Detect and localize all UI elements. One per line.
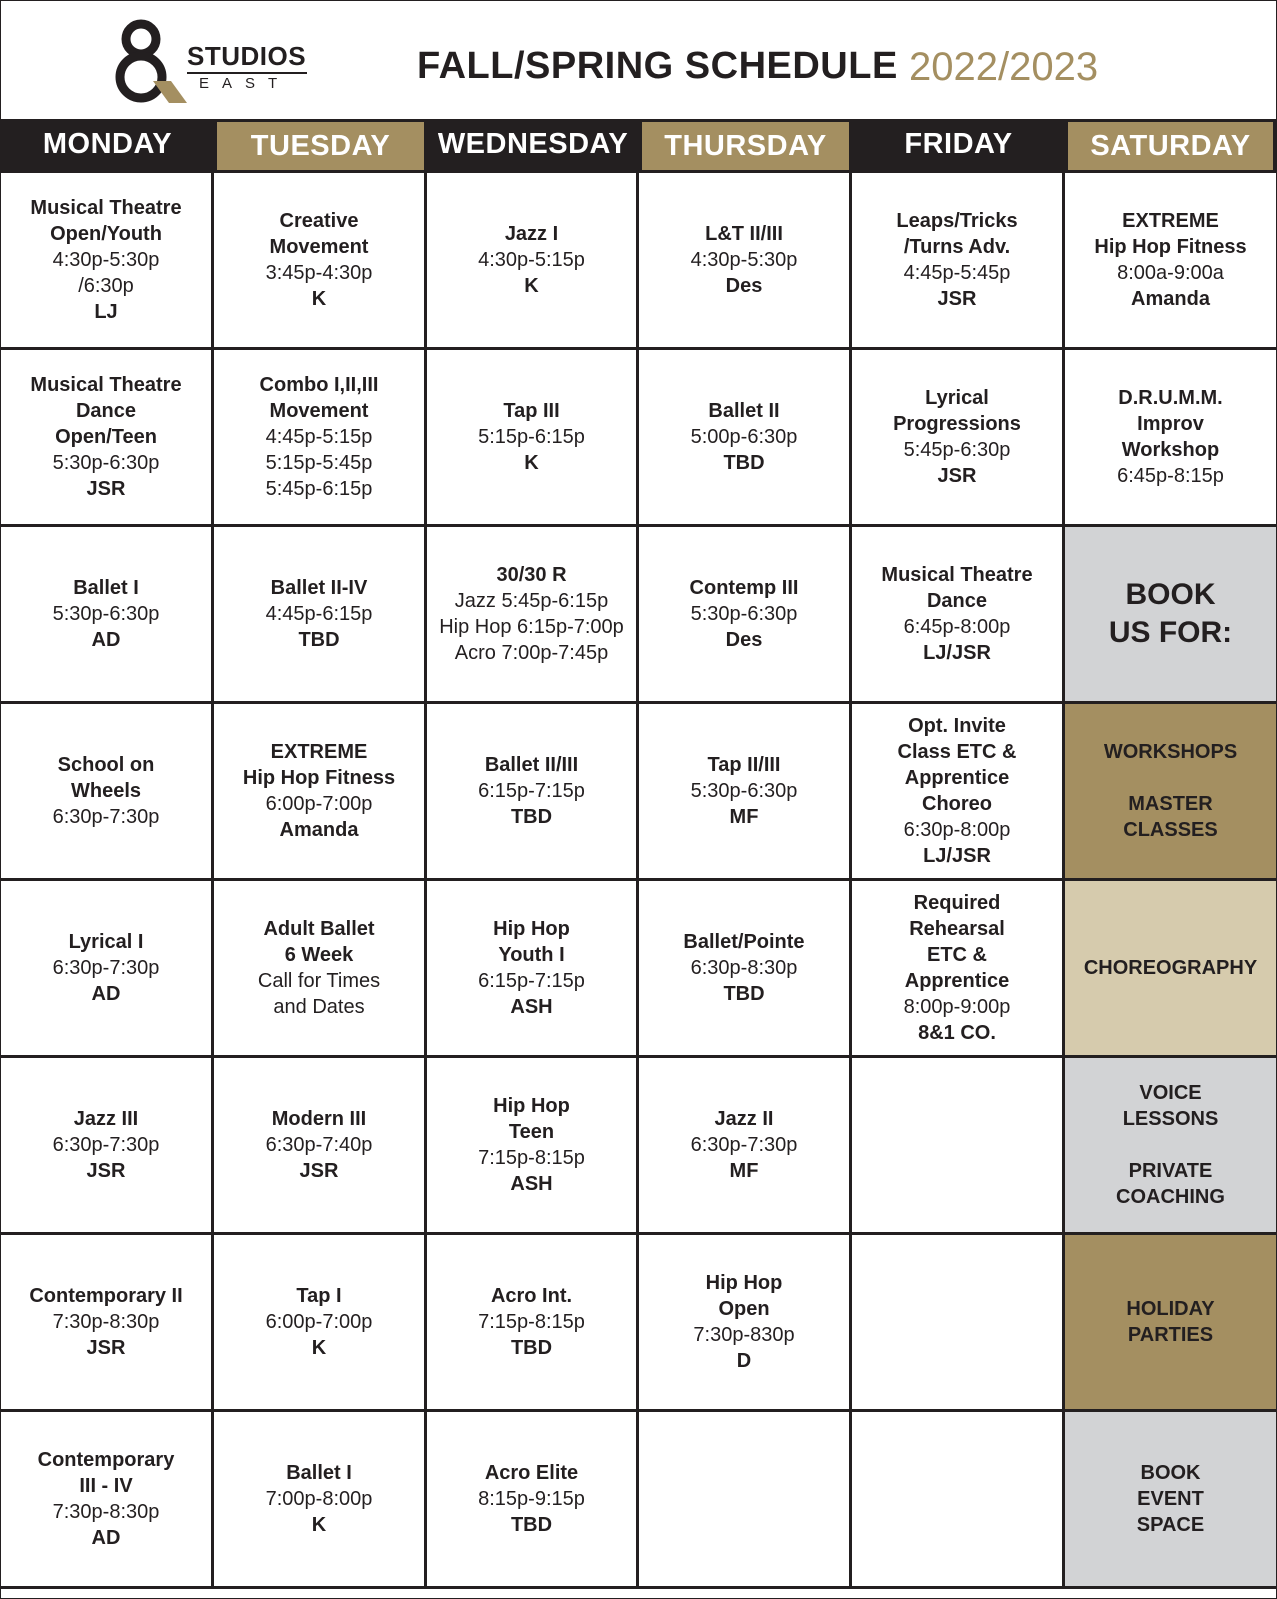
class-detail: 8:15p-9:15p xyxy=(478,1488,585,1510)
class-detail: 8:00p-9:00p xyxy=(903,996,1011,1018)
class-label: JSR xyxy=(937,465,977,487)
class-label: Ballet II-IV xyxy=(270,577,368,599)
class-label: Ballet II/III xyxy=(484,754,579,776)
class-label: Creative xyxy=(279,210,359,232)
class-label: K xyxy=(311,1337,327,1359)
booking-cell xyxy=(1065,1058,1276,1235)
class-label: Dance xyxy=(75,400,137,422)
booking-text: WORKSHOPS xyxy=(1103,741,1238,763)
class-label: Hip Hop xyxy=(705,1272,783,1294)
class-label: EXTREME xyxy=(1122,210,1219,232)
class-cell-monday xyxy=(1,881,214,1058)
class-cell-friday xyxy=(852,527,1065,704)
class-label: TBD xyxy=(510,1514,553,1536)
class-label: AD xyxy=(91,1527,121,1549)
class-label: School on xyxy=(57,754,155,776)
class-label: Musical Theatre xyxy=(881,564,1033,586)
booking-text: VOICE xyxy=(1139,1082,1202,1104)
logo-mark-icon xyxy=(113,19,193,105)
class-detail: 6:30p-7:30p xyxy=(690,1134,798,1156)
class-label: Rehearsal xyxy=(909,918,1005,940)
class-label: K xyxy=(311,288,327,310)
class-detail: 6:15p-7:15p xyxy=(478,970,585,992)
class-detail: 6:30p-8:00p xyxy=(903,819,1011,841)
booking-text: EVENT xyxy=(1137,1488,1204,1510)
class-cell-tuesday xyxy=(214,527,427,704)
class-label: Wheels xyxy=(70,780,142,802)
class-label: Acro Int. xyxy=(490,1285,573,1307)
class-label: Tap II/III xyxy=(707,754,781,776)
class-label: Jazz I xyxy=(504,223,559,245)
class-cell-thursday xyxy=(639,1058,852,1235)
class-cell-wednesday xyxy=(427,1058,639,1235)
class-label: TBD xyxy=(723,452,765,474)
booking-text: HOLIDAY xyxy=(1126,1298,1215,1320)
class-label: Movement xyxy=(269,400,369,422)
class-detail: 7:15p-8:15p xyxy=(478,1147,585,1169)
class-cell-tuesday xyxy=(214,173,427,350)
class-detail: 4:45p-5:45p xyxy=(903,262,1011,284)
class-detail: 8:00a-9:00a xyxy=(1117,262,1224,284)
class-cell-tuesday xyxy=(214,1058,427,1235)
empty-cell xyxy=(639,1412,852,1589)
class-label: Combo I,II,III xyxy=(259,374,379,396)
class-detail: 5:30p-6:30p xyxy=(690,603,798,625)
class-cell-tuesday xyxy=(214,704,427,881)
booking-text: SPACE xyxy=(1136,1514,1205,1536)
class-cell-tuesday xyxy=(214,1412,427,1589)
class-label: Workshop xyxy=(1121,439,1220,461)
class-cell-wednesday xyxy=(427,704,639,881)
class-label: LJ xyxy=(94,301,118,323)
class-label: Leaps/Tricks xyxy=(896,210,1018,232)
class-cell-thursday xyxy=(639,1235,852,1412)
class-detail: 6:15p-7:15p xyxy=(478,780,585,802)
class-label: 6 Week xyxy=(284,944,354,966)
class-label: Tap I xyxy=(296,1285,342,1307)
class-label: AD xyxy=(91,983,121,1005)
class-label: EXTREME xyxy=(270,741,368,763)
class-detail: 6:30p-7:30p xyxy=(52,1134,160,1156)
booking-cell xyxy=(1065,1412,1276,1589)
class-label: Opt. Invite xyxy=(908,715,1006,737)
booking-cell xyxy=(1065,527,1276,704)
class-cell-thursday xyxy=(639,173,852,350)
class-label: Ballet I xyxy=(73,577,139,599)
class-cell-wednesday xyxy=(427,881,639,1058)
booking-text: CLASSES xyxy=(1123,819,1218,841)
class-detail: 5:30p-6:30p xyxy=(52,452,160,474)
class-detail: and Dates xyxy=(273,996,365,1018)
class-label: D xyxy=(736,1350,752,1372)
class-label: Contemporary II xyxy=(29,1285,183,1307)
booking-text: MASTER xyxy=(1128,793,1213,815)
class-label: Des xyxy=(725,275,763,297)
class-label: Dance xyxy=(926,590,988,612)
class-detail: Acro 7:00p-7:45p xyxy=(454,642,609,664)
class-label: Amanda xyxy=(1131,288,1210,310)
day-header-wednesday: WEDNESDAY xyxy=(427,119,639,173)
class-label: Youth I xyxy=(498,944,565,966)
class-label: Open/Youth xyxy=(50,223,162,245)
booking-cell xyxy=(1065,1235,1276,1412)
class-label: ETC & xyxy=(927,944,987,966)
class-label: LJ/JSR xyxy=(923,642,991,664)
class-label: Hip Hop xyxy=(493,1095,570,1117)
class-label: JSR xyxy=(86,1160,126,1182)
class-label: AD xyxy=(91,629,121,651)
day-header-tuesday: TUESDAY xyxy=(214,119,427,173)
class-cell-friday xyxy=(852,881,1065,1058)
class-label: JSR xyxy=(86,478,126,500)
class-cell-monday xyxy=(1,1235,214,1412)
class-detail: 6:45p-8:00p xyxy=(903,616,1011,638)
class-detail: 7:00p-8:00p xyxy=(265,1488,373,1510)
booking-cell xyxy=(1065,881,1276,1058)
empty-cell xyxy=(852,1235,1065,1412)
day-header-saturday: SATURDAY xyxy=(1065,119,1276,173)
class-label: L&T II/III xyxy=(705,223,783,245)
class-detail: Call for Times xyxy=(257,970,381,992)
class-label: Choreo xyxy=(922,793,992,815)
class-label: TBD xyxy=(723,983,765,1005)
logo-divider xyxy=(187,72,307,74)
class-label: Adult Ballet xyxy=(263,918,375,940)
studio-logo xyxy=(113,19,313,105)
class-label: Improv xyxy=(1137,413,1204,435)
class-label: Ballet II xyxy=(708,400,780,422)
class-label: Musical Theatre xyxy=(30,374,182,396)
class-cell-tuesday xyxy=(214,1235,427,1412)
class-detail: 6:30p-7:40p xyxy=(265,1134,373,1156)
class-cell-friday xyxy=(852,350,1065,527)
class-label: /Turns Adv. xyxy=(903,236,1011,258)
class-cell-monday xyxy=(1,173,214,350)
class-label: Acro Elite xyxy=(484,1462,579,1484)
class-label: LJ/JSR xyxy=(923,845,991,867)
class-cell-saturday xyxy=(1065,350,1276,527)
class-detail: /6:30p xyxy=(78,275,134,297)
booking-text: PRIVATE xyxy=(1128,1160,1213,1182)
class-cell-thursday xyxy=(639,527,852,704)
class-detail: 6:30p-7:30p xyxy=(52,957,160,979)
class-label: Open xyxy=(718,1298,770,1320)
class-label: Contemp III xyxy=(689,577,799,599)
class-label: 8&1 CO. xyxy=(918,1022,996,1044)
page-title: FALL/SPRING SCHEDULE xyxy=(417,45,898,87)
class-label: JSR xyxy=(86,1337,126,1359)
class-cell-saturday xyxy=(1065,173,1276,350)
class-label: Progressions xyxy=(893,413,1021,435)
class-detail: 6:00p-7:00p xyxy=(265,1311,373,1333)
class-label: Movement xyxy=(269,236,369,258)
class-detail: 5:45p-6:15p xyxy=(265,478,373,500)
class-detail: Jazz 5:45p-6:15p xyxy=(454,590,609,612)
class-detail: 4:45p-5:15p xyxy=(265,426,373,448)
class-cell-monday xyxy=(1,1058,214,1235)
class-label: Jazz III xyxy=(73,1108,139,1130)
header xyxy=(1,1,1276,119)
class-label: Class ETC & xyxy=(897,741,1017,763)
class-label: Apprentice xyxy=(904,970,1010,992)
class-cell-monday xyxy=(1,1412,214,1589)
class-detail: 7:30p-8:30p xyxy=(52,1501,160,1523)
class-label: K xyxy=(524,275,539,297)
class-label: Hip Hop Fitness xyxy=(1094,236,1247,258)
class-cell-thursday xyxy=(639,350,852,527)
class-label: TBD xyxy=(510,806,553,828)
class-detail: 5:45p-6:30p xyxy=(903,439,1011,461)
class-detail: 3:45p-4:30p xyxy=(265,262,373,284)
schedule-grid xyxy=(1,119,1276,1589)
class-label: Des xyxy=(725,629,763,651)
class-detail: 7:15p-8:15p xyxy=(478,1311,585,1333)
class-detail: 6:45p-8:15p xyxy=(1117,465,1224,487)
booking-text: CHOREOGRAPHY xyxy=(1083,957,1258,979)
booking-text: PARTIES xyxy=(1127,1324,1214,1346)
booking-text: LESSONS xyxy=(1122,1108,1219,1130)
class-cell-thursday xyxy=(639,881,852,1058)
class-detail: 7:30p-8:30p xyxy=(52,1311,160,1333)
class-label: MF xyxy=(729,1160,759,1182)
logo-east-text: EAST xyxy=(199,75,291,92)
class-cell-monday xyxy=(1,704,214,881)
class-cell-wednesday xyxy=(427,173,639,350)
class-label: K xyxy=(311,1514,327,1536)
class-label: Lyrical I xyxy=(68,931,144,953)
class-label: Required xyxy=(913,892,1001,914)
booking-cell xyxy=(1065,704,1276,881)
class-label: Tap III xyxy=(503,400,560,422)
class-cell-wednesday xyxy=(427,350,639,527)
class-detail: 5:15p-5:45p xyxy=(265,452,373,474)
class-label: ASH xyxy=(510,1173,553,1195)
class-detail: 4:30p-5:30p xyxy=(52,249,160,271)
empty-cell xyxy=(852,1412,1065,1589)
class-label: D.R.U.M.M. xyxy=(1118,387,1223,409)
class-label: Hip Hop xyxy=(493,918,570,940)
class-cell-friday xyxy=(852,704,1065,881)
class-label: TBD xyxy=(510,1337,553,1359)
class-label: Apprentice xyxy=(904,767,1010,789)
class-detail: Hip Hop 6:15p-7:00p xyxy=(439,616,624,638)
schedule-year: 2022/2023 xyxy=(909,45,1099,89)
class-detail: 4:30p-5:30p xyxy=(690,249,798,271)
class-detail: 7:30p-830p xyxy=(693,1324,795,1346)
booking-text: COACHING xyxy=(1116,1186,1225,1208)
class-detail: 5:00p-6:30p xyxy=(690,426,798,448)
class-detail: 6:30p-7:30p xyxy=(52,806,160,828)
class-label: 30/30 R xyxy=(496,564,567,586)
class-label: Contemporary xyxy=(37,1449,175,1471)
class-label: III - IV xyxy=(79,1475,133,1497)
booking-text: US FOR: xyxy=(1108,616,1233,649)
class-label: K xyxy=(524,452,539,474)
class-cell-wednesday xyxy=(427,1412,639,1589)
class-cell-thursday xyxy=(639,704,852,881)
class-label: Hip Hop Fitness xyxy=(242,767,396,789)
class-label: TBD xyxy=(298,629,340,651)
day-header-monday: MONDAY xyxy=(1,119,214,173)
class-label: Open/Teen xyxy=(55,426,157,448)
class-label: Musical Theatre xyxy=(30,197,182,219)
class-detail: 5:15p-6:15p xyxy=(478,426,585,448)
class-detail: 6:30p-8:30p xyxy=(690,957,798,979)
class-label: MF xyxy=(729,806,759,828)
class-detail: 4:30p-5:15p xyxy=(478,249,585,271)
booking-text: BOOK xyxy=(1125,578,1216,611)
class-detail: 5:30p-6:30p xyxy=(690,780,798,802)
booking-text: BOOK xyxy=(1140,1462,1201,1484)
class-cell-friday xyxy=(852,173,1065,350)
class-label: Ballet/Pointe xyxy=(683,931,805,953)
class-detail: 5:30p-6:30p xyxy=(52,603,160,625)
class-detail: 4:45p-6:15p xyxy=(265,603,373,625)
class-label: Modern III xyxy=(271,1108,367,1130)
class-cell-tuesday xyxy=(214,881,427,1058)
class-detail: 6:00p-7:00p xyxy=(265,793,373,815)
class-label: Jazz II xyxy=(714,1108,774,1130)
day-header-friday: FRIDAY xyxy=(852,119,1065,173)
class-cell-monday xyxy=(1,350,214,527)
class-label: Amanda xyxy=(279,819,359,841)
class-cell-wednesday xyxy=(427,1235,639,1412)
class-cell-tuesday xyxy=(214,350,427,527)
class-label: ASH xyxy=(510,996,553,1018)
empty-cell xyxy=(852,1058,1065,1235)
class-label: Ballet I xyxy=(286,1462,352,1484)
class-cell-monday xyxy=(1,527,214,704)
class-label: Teen xyxy=(508,1121,555,1143)
class-cell-wednesday xyxy=(427,527,639,704)
class-label: JSR xyxy=(937,288,977,310)
logo-studios-text: STUDIOS xyxy=(187,41,307,71)
day-header-thursday: THURSDAY xyxy=(639,119,852,173)
class-label: Lyrical xyxy=(925,387,989,409)
class-label: JSR xyxy=(299,1160,339,1182)
